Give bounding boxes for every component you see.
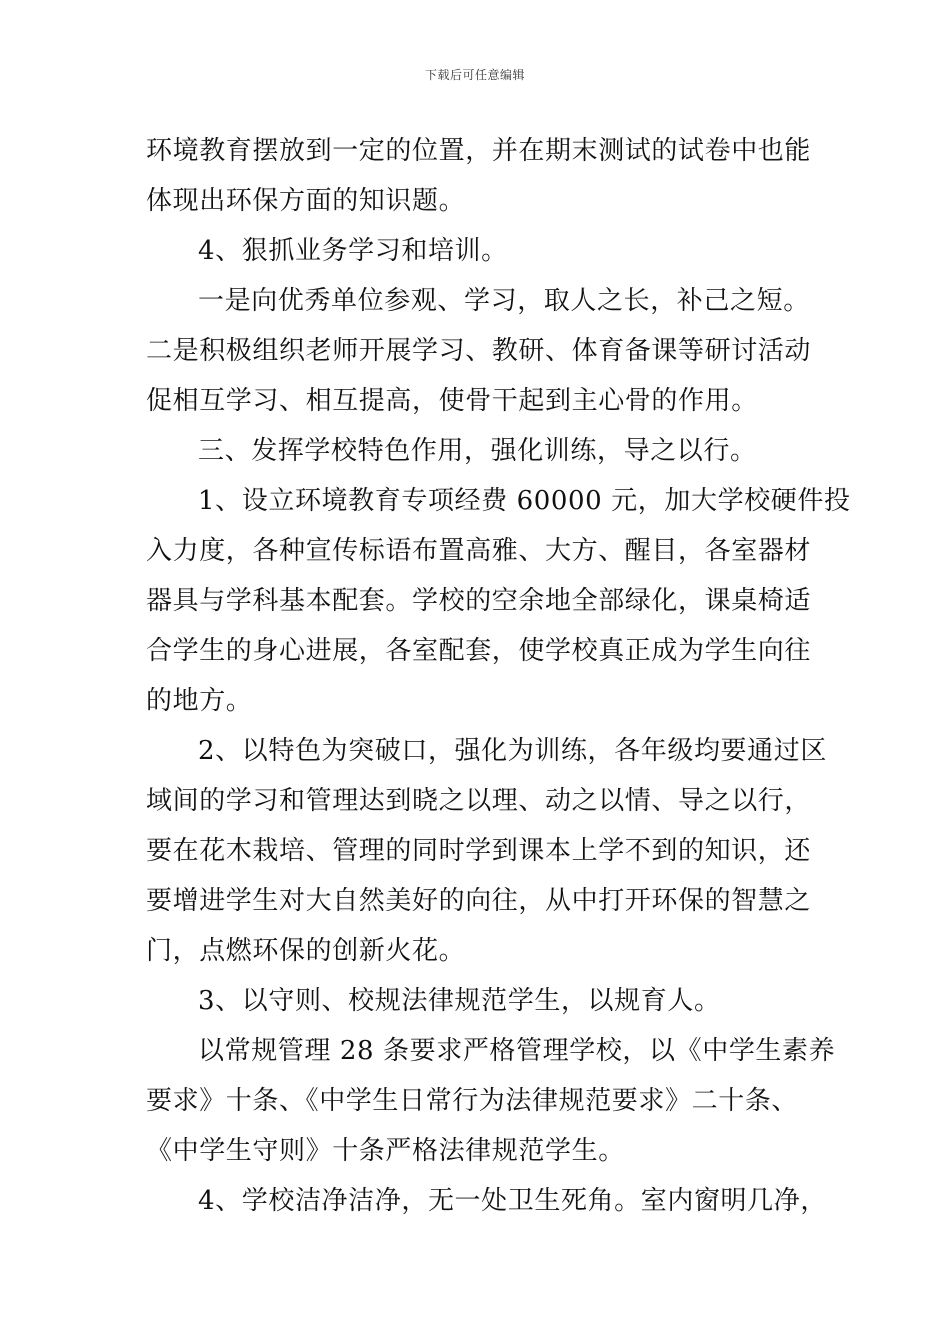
- text-line: 要在花木栽培、管理的同时学到课本上学不到的知识，还: [146, 836, 812, 866]
- text-line: 1、设立环境教育专项经费 60000 元，加大学校硬件投: [198, 486, 851, 516]
- section-heading: 三、发挥学校特色作用，强化训练，导之以行。: [198, 436, 757, 466]
- text-line: 合学生的身心进展，各室配套，使学校真正成为学生向往: [146, 636, 812, 666]
- text-line: 4、狠抓业务学习和培训。: [198, 236, 508, 266]
- text-line: 4、学校洁净洁净，无一处卫生死角。室内窗明几净，: [198, 1186, 827, 1216]
- text-line: 环境教育摆放到一定的位置，并在期末测试的试卷中也能: [146, 136, 812, 166]
- text-line: 门，点燃环保的创新火花。: [146, 936, 466, 966]
- text-line: 的地方。: [146, 686, 253, 716]
- text-line: 一是向优秀单位参观、学习，取人之长，补己之短。: [198, 286, 810, 316]
- text-line: 2、以特色为突破口，强化为训练，各年级均要通过区: [198, 736, 827, 766]
- text-line: 体现出环保方面的知识题。: [146, 186, 466, 216]
- text-line: 促相互学习、相互提高，使骨干起到主心骨的作用。: [146, 386, 758, 416]
- text-line: 器具与学科基本配套。学校的空余地全部绿化，课桌椅适: [146, 586, 812, 616]
- text-line: 域间的学习和管理达到晓之以理、动之以情、导之以行，: [146, 786, 812, 816]
- text-line: 入力度，各种宣传标语布置高雅、大方、醒目，各室器材: [146, 536, 812, 566]
- text-line: 以常规管理 28 条要求严格管理学校，以《中学生素养: [198, 1036, 836, 1066]
- text-line: 3、以守则、校规法律规范学生，以规育人。: [198, 986, 721, 1016]
- text-line: 《中学生守则》十条严格法律规范学生。: [146, 1136, 625, 1166]
- text-line: 要增进学生对大自然美好的向往，从中打开环保的智慧之: [146, 886, 812, 916]
- document-body: [146, 126, 851, 1226]
- text-line: 要求》十条、《中学生日常行为法律规范要求》二十条、: [146, 1086, 799, 1116]
- text-line: 二是积极组织老师开展学习、教研、体育备课等研讨活动: [146, 336, 812, 366]
- header-note: 下载后可任意编辑: [424, 68, 525, 82]
